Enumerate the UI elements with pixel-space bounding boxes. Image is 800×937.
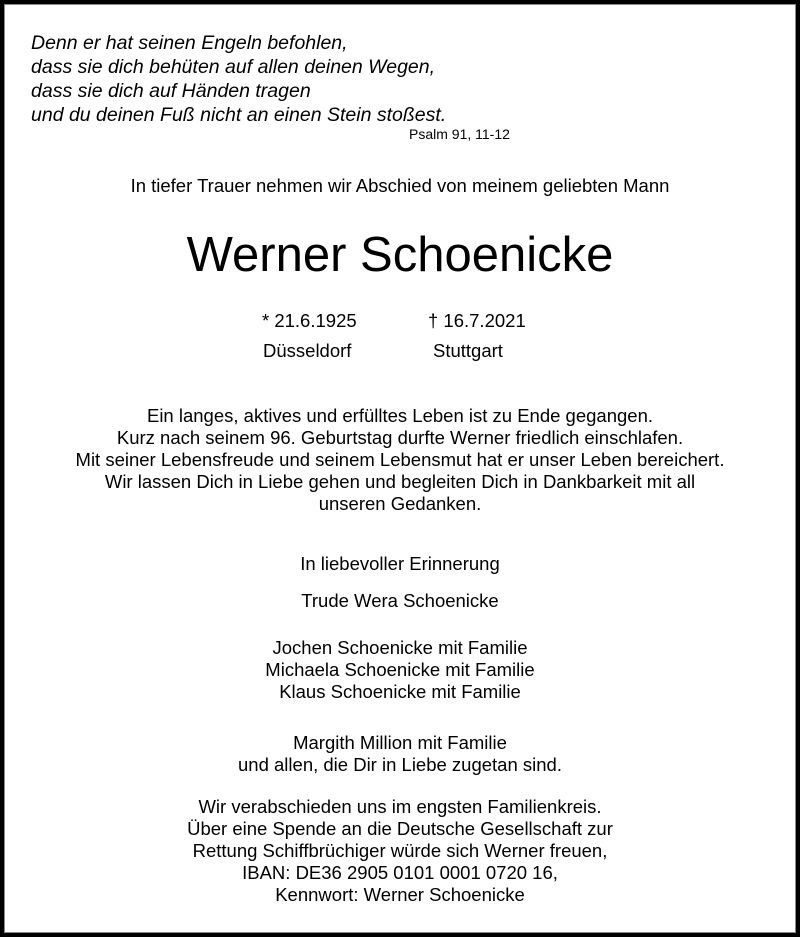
tribute-line: Ein langes, aktives und erfülltes Leben ist zu Ende gegangen. bbox=[146, 405, 653, 426]
family-line: Klaus Schoenicke mit Familie bbox=[279, 681, 521, 702]
birth-place: Düsseldorf bbox=[263, 340, 352, 361]
tribute-text bbox=[4, 405, 796, 515]
notice-line: Über eine Spende an die Deutsche Gesellschaft zur bbox=[187, 818, 613, 839]
notice-line: Kennwort: Werner Schoenicke bbox=[275, 884, 525, 905]
verse-line: dass sie dich auf Händen tragen bbox=[31, 80, 311, 102]
family-line: Jochen Schoenicke mit Familie bbox=[272, 637, 528, 658]
deceased-name: Werner Schoenicke bbox=[186, 228, 614, 282]
family-line: und allen, die Dir in Liebe zugetan sind. bbox=[238, 754, 562, 775]
spouse-name: Trude Wera Schoenicke bbox=[301, 590, 499, 611]
verse-source: Psalm 91, 11-12 bbox=[409, 126, 510, 142]
intro-text: In tiefer Trauer nehmen wir Abschied von meinem geliebten Mann bbox=[130, 175, 670, 196]
children-list bbox=[4, 637, 796, 703]
death-place: Stuttgart bbox=[433, 340, 503, 361]
life-dates bbox=[4, 310, 796, 370]
notice-line: Rettung Schiffbrüchiger würde sich Werner freuen, bbox=[192, 840, 608, 861]
family-line: Michaela Schoenicke mit Familie bbox=[265, 659, 535, 680]
other-mourners bbox=[4, 732, 796, 776]
verse-line: Denn er hat seinen Engeln befohlen, bbox=[31, 32, 348, 54]
tribute-line: Wir lassen Dich in Liebe gehen und begleiten Dich in Dankbarkeit mit all bbox=[104, 471, 696, 492]
tribute-line: Mit seiner Lebensfreude und seinem Lebensmut hat er unser Leben bereichert. bbox=[75, 449, 725, 470]
verse-line: dass sie dich behüten auf allen deinen Wegen, bbox=[31, 56, 436, 78]
funeral-notice bbox=[4, 796, 796, 906]
tribute-line: Kurz nach seinem 96. Geburtstag durfte Werner friedlich einschlafen. bbox=[116, 427, 684, 448]
notice-line: IBAN: DE36 2905 0101 0001 0720 16, bbox=[242, 862, 558, 883]
bible-verse bbox=[31, 31, 446, 127]
notice-line: Wir verabschieden uns im engsten Familienkreis. bbox=[198, 796, 602, 817]
verse-line: und du deinen Fuß nicht an einen Stein stoßest. bbox=[31, 104, 447, 126]
family-line: Margith Million mit Familie bbox=[293, 732, 507, 753]
tribute-line: unseren Gedanken. bbox=[318, 493, 482, 514]
birth-date: * 21.6.1925 bbox=[262, 310, 357, 331]
memory-label: In liebevoller Erinnerung bbox=[300, 553, 500, 574]
death-date: † 16.7.2021 bbox=[428, 310, 526, 331]
